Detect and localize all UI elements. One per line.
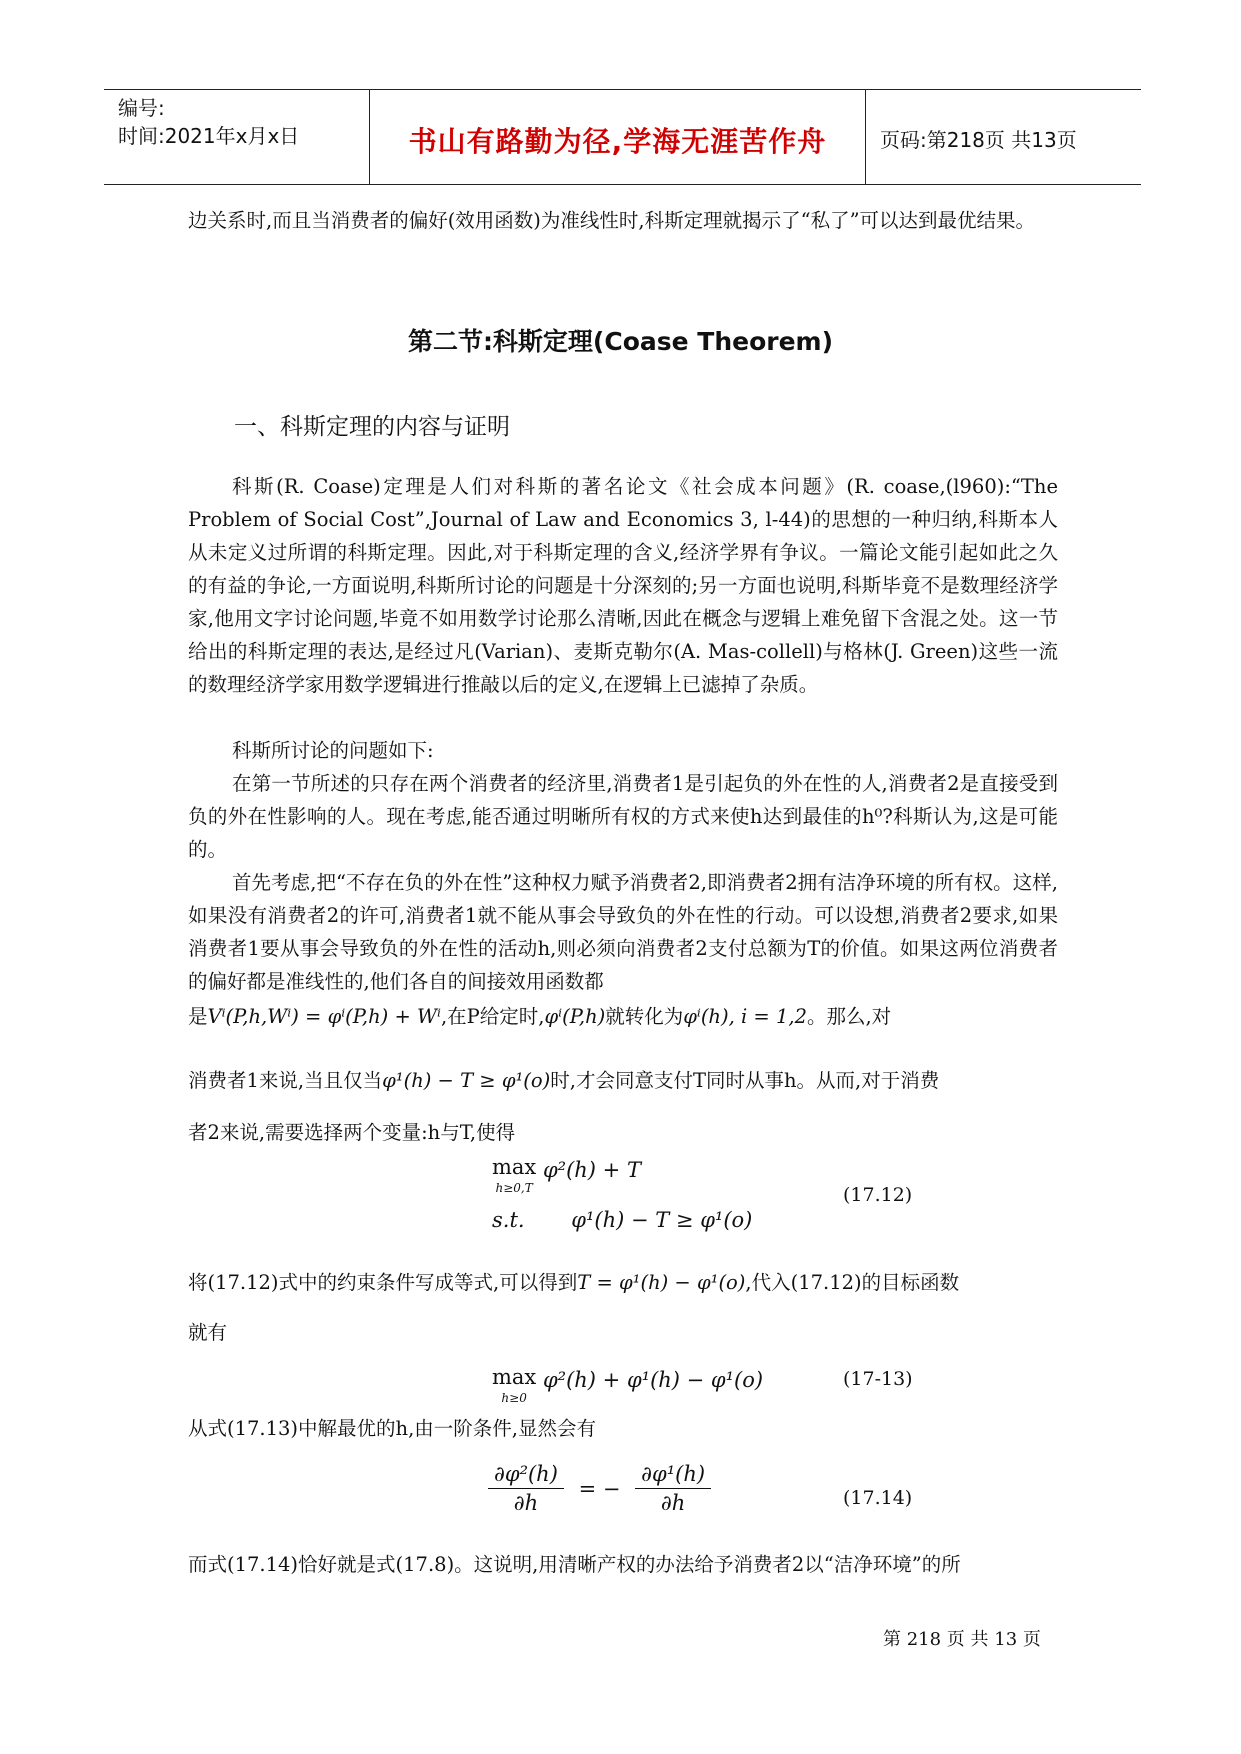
- paragraph-coase-definition: 科斯(R. Coase)定理是人们对科斯的著名论文《社会成本问题》(R. coase,(l960):“The Problem of Social Cost”,Journal of Law and Economics 3, l-44)的思想的一种归纳,科斯本人从未定义过所谓的科斯定理。因此,对于科斯定理的含义,经济学界有争议。一篇论文能引起如此之久的有益的争论,一方面说明,科斯所讨论的问题是十分深刻的;另一方面也说明,科斯毕竟不是数理经济学家,他用文字讨论问题,毕竟不如用数学讨论那么清晰,因此在概念与逻辑上难免留下含混之处。这一节给出的科斯定理的表达,是经过凡(Varian)、麦斯克勒尔(A. Mas-collell)与格林(J. Green)这些一流的数理经济学家用数学逻辑进行推敲以后的定义,在逻辑上已滤掉了杂质。: [188, 475, 1058, 696]
- constraint-formula: φ¹(h) − T ≥ φ¹(o): [571, 1208, 753, 1232]
- fraction-denominator: ∂h: [660, 1491, 686, 1515]
- paragraph-conclusion: 而式(17.14)恰好就是式(17.8)。这说明,用清晰产权的办法给予消费者2以“洁净环境”的所: [188, 1553, 961, 1576]
- paragraph-first-order: 从式(17.13)中解最优的h,由一阶条件,显然会有: [188, 1417, 596, 1440]
- objective-function: φ²(h) + T: [542, 1158, 641, 1182]
- paragraph-two-consumers: 在第一节所述的只存在两个消费者的经济里,消费者1是引起负的外在性的人,消费者2是直接受到负的外在性影响的人。现在考虑,能否通过明晰所有权的方式来使h达到最佳的h⁰?科斯认为,这是可能的。: [188, 772, 1058, 861]
- document-number: 编号:: [118, 96, 165, 120]
- equation-number-17-14: (17.14): [843, 1487, 913, 1509]
- intro-paragraph: 边关系时,而且当消费者的偏好(效用函数)为准线性时,科斯定理就揭示了“私了”可以达到最优结果。: [188, 209, 1036, 232]
- equals-minus-operator: = −: [578, 1476, 621, 1501]
- document-date: 时间:2021年x月x日: [118, 124, 300, 148]
- paragraph-constraint-equality: [188, 1266, 1058, 1299]
- max-subscript: h≥0: [501, 1391, 527, 1405]
- paragraph-choose-variables: 者2来说,需要选择两个变量:h与T,使得: [188, 1121, 516, 1144]
- lhs-fraction: [488, 1462, 564, 1515]
- fraction-numerator: ∂φ²(h): [488, 1462, 564, 1489]
- text-fragment: ,代入(17.12)的目标函数: [745, 1271, 960, 1294]
- indirect-utility-formula: Vⁱ(P,h,Wⁱ) = φⁱ(P,h) + Wⁱ: [207, 1005, 441, 1028]
- text-fragment: 就转化为: [605, 1005, 684, 1028]
- equation-17-13: [492, 1365, 764, 1407]
- text-fragment: 消费者1来说,当且仅当: [188, 1069, 383, 1092]
- max-operator: max: [492, 1365, 537, 1389]
- page-footer: 第 218 页 共 13 页: [883, 1629, 1041, 1650]
- paragraph-property-right: 首先考虑,把“不存在负的外在性”这种权力赋予消费者2,即消费者2拥有洁净环境的所有权。这样,如果没有消费者2的许可,消费者1就不能从事会导致负的外在性的行动。可以设想,消费者2要求,如果消费者1要从事会导致负的外在性的活动h,则必须向消费者2支付总额为T的价值。如果这两位消费者的偏好都是准线性的,他们各自的间接效用函数都: [188, 871, 1058, 993]
- page-header: [104, 89, 1141, 185]
- section-title: 第二节:科斯定理(Coase Theorem): [407, 327, 834, 356]
- fraction-numerator: ∂φ¹(h): [635, 1462, 711, 1489]
- equation-17-12-constraint: [492, 1208, 752, 1232]
- text-fragment: 将(17.12)式中的约束条件写成等式,可以得到: [188, 1271, 578, 1294]
- phi-ph-formula: φⁱ(P,h): [544, 1005, 606, 1028]
- participation-condition: φ¹(h) − T ≥ φ¹(o): [382, 1069, 551, 1092]
- header-right-cell: [866, 90, 1141, 184]
- equation-number-17-13: (17-13): [843, 1368, 913, 1390]
- header-page-number: 页码:第218页 共13页: [880, 128, 1077, 152]
- t-equation: T = φ¹(h) − φ¹(o): [577, 1271, 746, 1294]
- max-operator: max: [492, 1155, 537, 1179]
- text-fragment: 是: [188, 1005, 208, 1028]
- equation-17-14: [488, 1462, 711, 1515]
- equation-number-17-12: (17.12): [843, 1184, 913, 1206]
- fraction-denominator: ∂h: [513, 1491, 539, 1515]
- header-left-cell: [104, 90, 369, 184]
- subject-to-label: s.t.: [492, 1208, 525, 1232]
- paragraph-condition-line: [188, 1064, 1058, 1097]
- text-fragment: ,在P给定时,: [440, 1005, 545, 1028]
- equation-17-12-objective: [492, 1155, 641, 1197]
- paragraph-then: 就有: [188, 1321, 228, 1344]
- max-subscript: h≥0,T: [495, 1181, 533, 1195]
- text-fragment: 。那么,对: [806, 1005, 892, 1028]
- rhs-fraction: [635, 1462, 711, 1515]
- paragraph-problem-intro: 科斯所讨论的问题如下:: [232, 739, 434, 762]
- header-motto: 书山有路勤为径,学海无涯苦作舟: [408, 125, 827, 158]
- header-center-cell: [369, 90, 866, 184]
- subsection-title: 一、科斯定理的内容与证明: [234, 414, 510, 440]
- text-fragment: 时,才会同意支付T同时从事h。从而,对于消费: [550, 1069, 940, 1092]
- paragraph-indirect-utility-line: [188, 1000, 1058, 1033]
- phi-h-formula: φⁱ(h), i = 1,2: [683, 1005, 807, 1028]
- objective-function: φ²(h) + φ¹(h) − φ¹(o): [542, 1368, 764, 1392]
